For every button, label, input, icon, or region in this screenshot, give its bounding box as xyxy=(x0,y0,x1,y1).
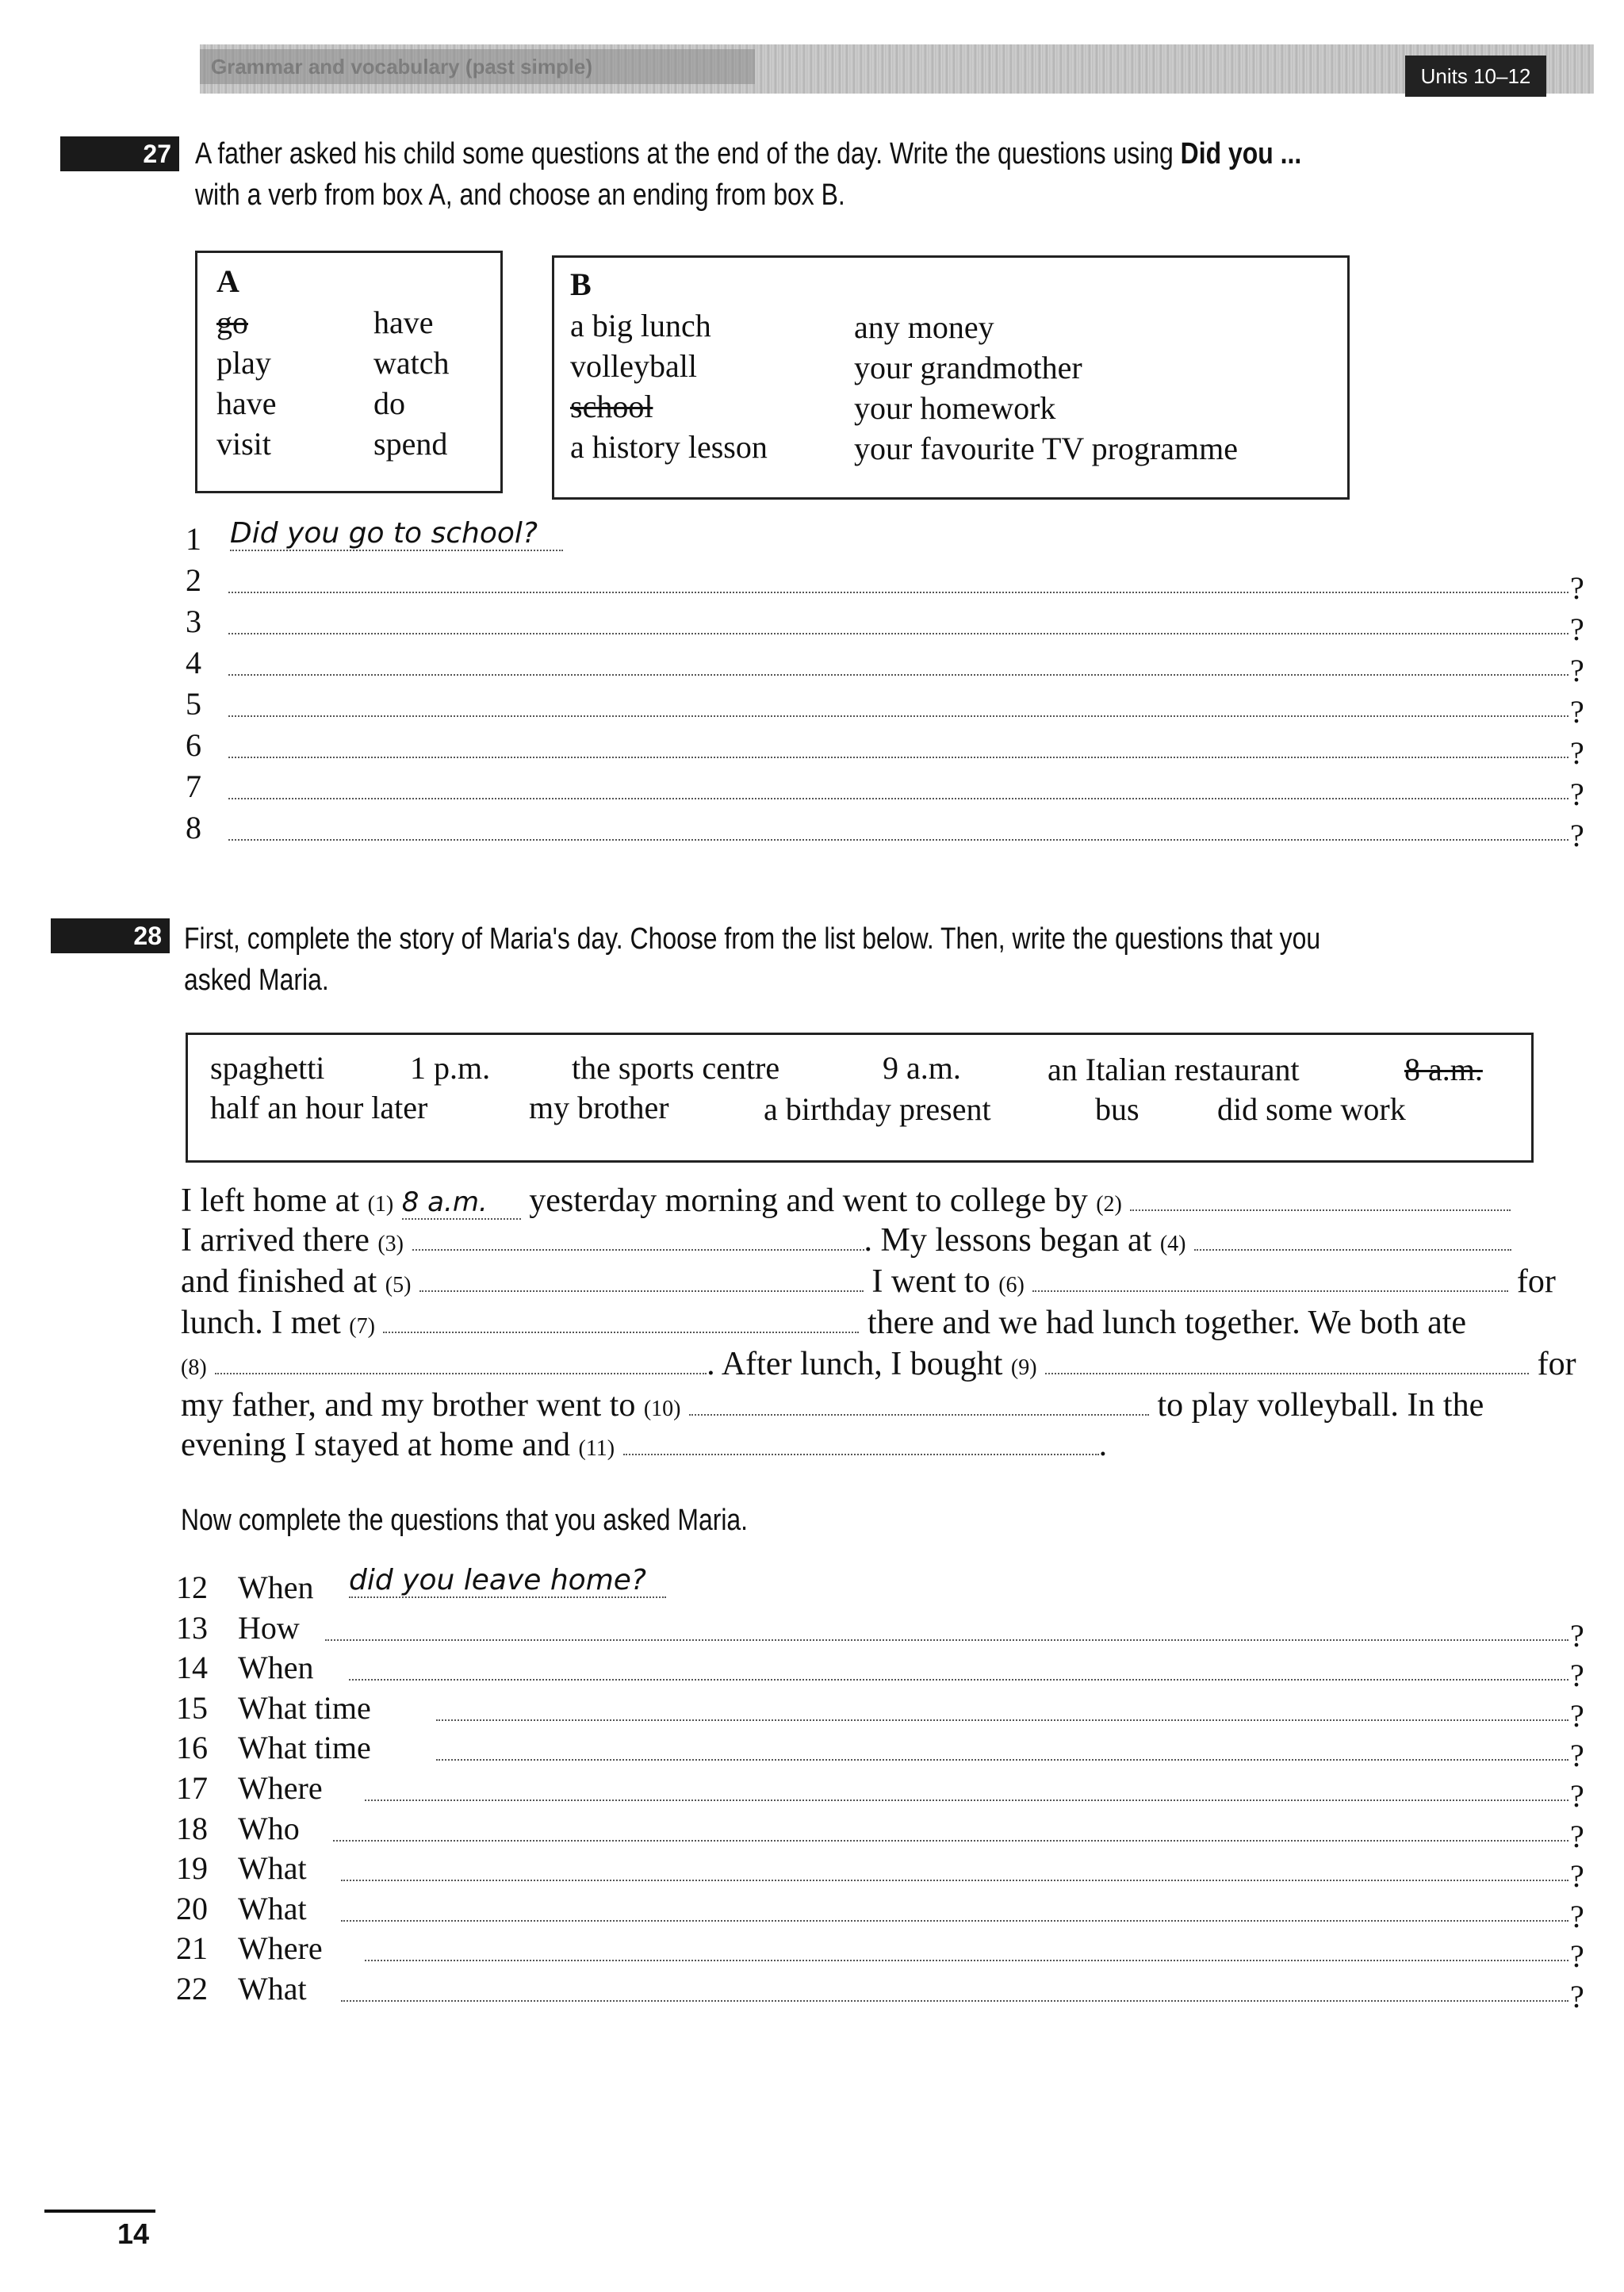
answer-line-14[interactable] xyxy=(349,1679,1568,1681)
question-number: 19 xyxy=(176,1850,208,1886)
story-text: for xyxy=(1537,1346,1576,1382)
answer-line-7[interactable] xyxy=(228,798,1568,799)
story-text: . My lessons began at xyxy=(864,1222,1160,1259)
gap-5-line[interactable] xyxy=(419,1290,864,1292)
story-text: and finished at xyxy=(181,1263,385,1300)
exercise-27-instruction xyxy=(195,133,1621,216)
box-b xyxy=(552,255,1350,500)
question-number: 3 xyxy=(186,604,201,639)
box-a-title: A xyxy=(216,263,239,299)
box-a-word: do xyxy=(373,385,405,421)
question-mark: ? xyxy=(1570,1899,1584,1934)
question-mark: ? xyxy=(1570,1658,1584,1693)
answer-line-8[interactable] xyxy=(228,839,1568,841)
gap-number: (5) xyxy=(385,1273,412,1297)
story-text: there and we had lunch together. We both ate xyxy=(859,1305,1467,1341)
box-a-word: go xyxy=(216,305,248,340)
answer-line-18[interactable] xyxy=(333,1840,1568,1842)
question-number: 2 xyxy=(186,562,201,598)
question-word: What time xyxy=(238,1690,371,1726)
story-line-4 xyxy=(181,1304,1466,1342)
gap-9-line[interactable] xyxy=(1045,1373,1529,1374)
box-a-col1 xyxy=(216,302,277,464)
box-a-word: have xyxy=(373,305,434,340)
question-mark: ? xyxy=(1570,1858,1584,1894)
question-number: 14 xyxy=(176,1650,208,1685)
question-mark: ? xyxy=(1570,1738,1584,1773)
word-option: my brother xyxy=(529,1090,669,1125)
box-b-col2 xyxy=(854,307,1238,469)
question-mark: ? xyxy=(1570,1938,1584,1974)
word-option: a birthday present xyxy=(764,1091,991,1127)
gap-6-line[interactable] xyxy=(1032,1290,1508,1292)
story-text: I arrived there xyxy=(181,1222,378,1259)
question-number: 21 xyxy=(176,1930,208,1966)
gap-number: (3) xyxy=(377,1232,404,1256)
gap-10-line[interactable] xyxy=(689,1414,1149,1416)
question-number: 8 xyxy=(186,810,201,845)
question-number: 13 xyxy=(176,1610,208,1646)
word-option: bus xyxy=(1095,1091,1139,1127)
question-number: 5 xyxy=(186,686,201,722)
gap-number: (4) xyxy=(1159,1232,1186,1256)
question-word: When xyxy=(238,1570,314,1605)
question-word: When xyxy=(238,1650,314,1685)
word-option: half an hour later xyxy=(210,1090,428,1125)
question-mark: ? xyxy=(1570,694,1584,730)
word-option: 8 a.m. xyxy=(1404,1052,1483,1087)
question-mark: ? xyxy=(1570,653,1584,688)
question-number: 17 xyxy=(176,1770,208,1806)
answer-line-21[interactable] xyxy=(365,1960,1568,1961)
question-number: 4 xyxy=(186,645,201,680)
gap-number: (8) xyxy=(181,1355,207,1380)
gap-11-line[interactable] xyxy=(623,1454,1099,1455)
question-word: Who xyxy=(238,1811,300,1846)
answer-line-6[interactable] xyxy=(228,757,1568,758)
box-a-col2 xyxy=(373,302,450,464)
word-option: 9 a.m. xyxy=(883,1050,961,1086)
answer-line-2[interactable] xyxy=(228,592,1568,593)
exercise-28-instruction-line1: First, complete the story of Maria's day. Choose from the list below. Then, write the questions that you xyxy=(184,922,1321,956)
header-section-title: Grammar and vocabulary (past simple) xyxy=(200,49,755,84)
answer-line-22[interactable] xyxy=(341,2000,1568,2002)
question-number: 15 xyxy=(176,1690,208,1726)
question-word: How xyxy=(238,1610,300,1646)
gap-1-answer[interactable]: 8 a.m. xyxy=(402,1186,521,1220)
story-text: evening I stayed at home and xyxy=(181,1427,579,1463)
box-a-word: play xyxy=(216,345,271,381)
answer-line-20[interactable] xyxy=(341,1920,1568,1922)
story-line-5 xyxy=(181,1345,1576,1383)
question-word: Where xyxy=(238,1770,323,1806)
question-mark: ? xyxy=(1570,818,1584,853)
story-line-3 xyxy=(181,1263,1556,1301)
question-number: 12 xyxy=(176,1570,208,1605)
box-b-phrase: your grandmother xyxy=(854,350,1082,385)
answer-line-17[interactable] xyxy=(365,1799,1568,1801)
gap-number: (2) xyxy=(1096,1192,1122,1217)
gap-4-line[interactable] xyxy=(1194,1249,1511,1251)
question-number: 7 xyxy=(186,768,201,804)
box-b-phrase: a big lunch xyxy=(570,308,711,343)
box-a-word: have xyxy=(216,385,277,421)
example-answer-handwritten: Did you go to school? xyxy=(230,517,563,551)
word-option: did some work xyxy=(1217,1091,1406,1127)
question-mark: ? xyxy=(1570,1979,1584,2014)
question-word: Where xyxy=(238,1930,323,1966)
story-text: I went to xyxy=(863,1263,999,1300)
page-number: 14 xyxy=(117,2217,150,2250)
gap-number: (10) xyxy=(643,1397,681,1421)
gap-number: (7) xyxy=(349,1314,375,1339)
question-mark: ? xyxy=(1570,776,1584,812)
answer-line-15[interactable] xyxy=(436,1719,1568,1721)
question-mark: ? xyxy=(1570,735,1584,771)
word-option: 1 p.m. xyxy=(410,1050,491,1086)
gap-number: (1) xyxy=(367,1192,394,1217)
box-a-word: spend xyxy=(373,426,448,462)
exercise-28-number: 28 xyxy=(51,918,170,953)
word-option: the sports centre xyxy=(572,1050,780,1086)
answer-line-3[interactable] xyxy=(228,633,1568,634)
box-b-phrase: your homework xyxy=(854,390,1056,426)
exercise-27-number: 27 xyxy=(60,136,179,171)
box-a-word: visit xyxy=(216,426,271,462)
story-line-6 xyxy=(181,1386,1484,1424)
box-a-word: watch xyxy=(373,345,450,381)
question-number: 1 xyxy=(186,521,201,557)
story-text: for xyxy=(1516,1263,1556,1300)
gap-8-line[interactable] xyxy=(215,1373,707,1374)
question-number: 20 xyxy=(176,1891,208,1926)
box-a xyxy=(195,251,503,493)
gap-number: (9) xyxy=(1010,1355,1037,1380)
sub-instruction: Now complete the questions that you asked Maria. xyxy=(181,1504,749,1537)
exercise-27-instruction-text: A father asked his child some questions at the end of the day. Write the questions using xyxy=(195,137,1181,171)
box-b-phrase: any money xyxy=(854,309,994,345)
story-text: to play volleyball. In the xyxy=(1148,1387,1484,1424)
gap-number: (11) xyxy=(578,1436,615,1461)
page-number-rule xyxy=(44,2210,155,2213)
exercise-27-instruction-text-2: with a verb from box A, and choose an ending from box B. xyxy=(195,178,845,212)
question-word: What xyxy=(238,1891,307,1926)
box-b-title: B xyxy=(570,266,592,302)
story-text: . After lunch, I bought xyxy=(707,1346,1011,1382)
box-b-col1 xyxy=(570,305,768,467)
question-mark: ? xyxy=(1570,1778,1584,1814)
question-mark: ? xyxy=(1570,1618,1584,1654)
gap-number: (6) xyxy=(998,1273,1025,1297)
story-line-1 xyxy=(181,1182,1511,1220)
example-answer-handwritten: did you leave home? xyxy=(349,1564,666,1598)
box-b-phrase: a history lesson xyxy=(570,429,768,465)
question-word: What xyxy=(238,1971,307,2006)
story-line-2 xyxy=(181,1221,1511,1259)
story-text: I left home at xyxy=(181,1182,368,1219)
answer-line-4[interactable] xyxy=(228,674,1568,676)
exercise-27-instruction-bold: Did you ... xyxy=(1180,137,1302,171)
word-list-box xyxy=(186,1033,1534,1163)
story-text: yesterday morning and went to college by xyxy=(520,1182,1097,1219)
question-word: What time xyxy=(238,1730,371,1765)
answer-line-19[interactable] xyxy=(341,1880,1568,1881)
exercise-28-instruction-line2: asked Maria. xyxy=(184,964,329,997)
question-mark: ? xyxy=(1570,570,1584,606)
question-mark: ? xyxy=(1570,1698,1584,1734)
box-b-phrase: volleyball xyxy=(570,348,697,384)
units-tag: Units 10–12 xyxy=(1405,56,1546,97)
exercise-28-instruction xyxy=(184,918,1624,1001)
box-b-phrase: your favourite TV programme xyxy=(854,431,1238,466)
answer-line-16[interactable] xyxy=(436,1759,1568,1761)
gap-2-line[interactable] xyxy=(1130,1209,1511,1211)
answer-line-5[interactable] xyxy=(228,715,1568,717)
story-line-7 xyxy=(181,1426,1107,1464)
word-option: spaghetti xyxy=(210,1050,325,1086)
question-mark: ? xyxy=(1570,611,1584,647)
answer-line-13[interactable] xyxy=(325,1639,1568,1641)
word-option: an Italian restaurant xyxy=(1048,1052,1300,1087)
gap-3-line[interactable] xyxy=(412,1249,864,1251)
question-word: What xyxy=(238,1850,307,1886)
gap-7-line[interactable] xyxy=(383,1332,859,1333)
story-text: my father, and my brother went to xyxy=(181,1387,644,1424)
box-b-phrase: school xyxy=(570,389,653,424)
story-text: lunch. I met xyxy=(181,1305,350,1341)
question-number: 22 xyxy=(176,1971,208,2006)
question-mark: ? xyxy=(1570,1819,1584,1854)
question-number: 18 xyxy=(176,1811,208,1846)
story-text: . xyxy=(1098,1427,1108,1463)
question-number: 16 xyxy=(176,1730,208,1765)
question-number: 6 xyxy=(186,727,201,763)
